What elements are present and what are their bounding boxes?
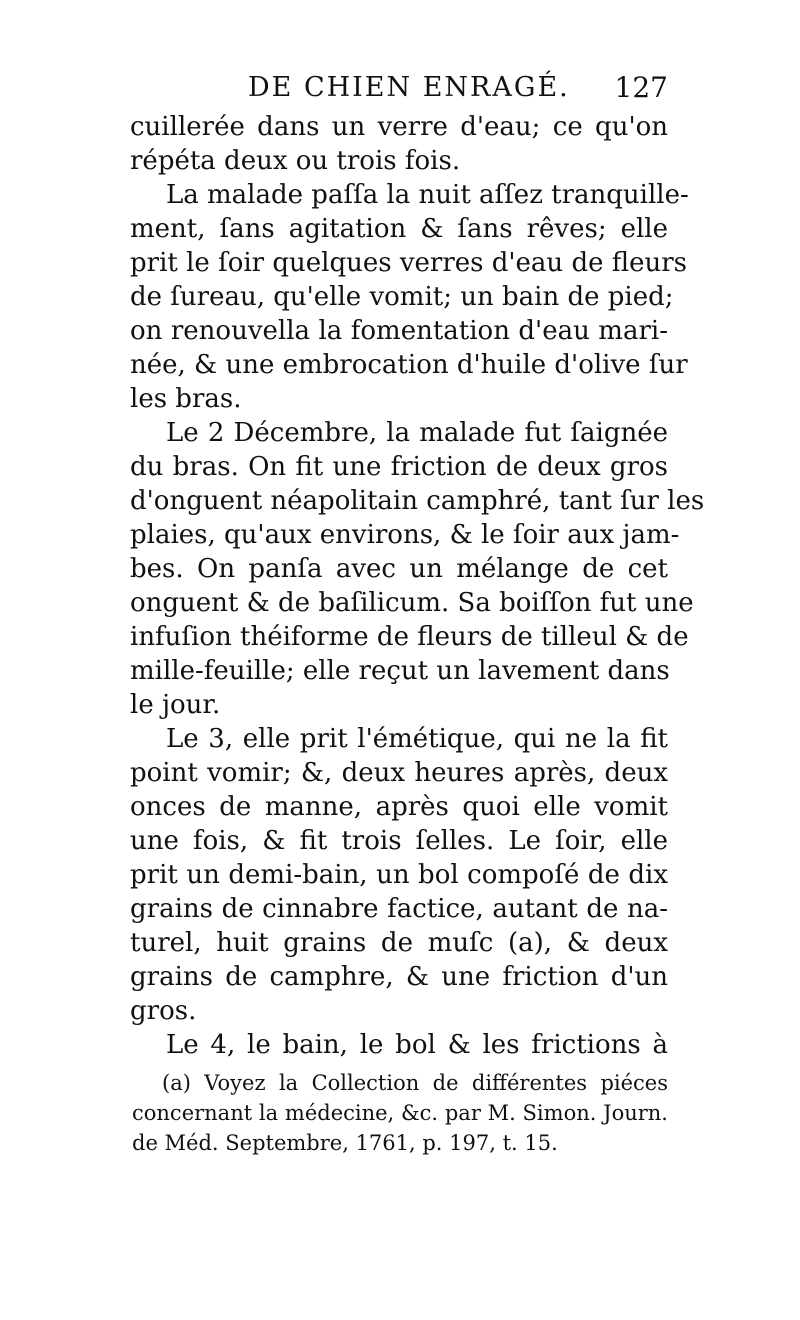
text-line: bes. On panſa avec un mélange de cet: [130, 554, 668, 584]
text-line: prit le ſoir quelques verres d'eau de fleurs: [130, 248, 687, 278]
footnote-line: de Méd. Septembre, 1761, p. 197, t. 15.: [132, 1131, 558, 1155]
text-line: ment, ſans agitation & ſans rêves; elle: [130, 214, 668, 244]
text-line: du bras. On fit une friction de deux gros: [130, 452, 668, 482]
text-line: d'onguent néapolitain camphré, tant ſur les: [130, 486, 705, 516]
text-line: répéta deux ou trois fois.: [130, 146, 461, 176]
page-number: 127: [614, 71, 668, 104]
footnote-line: concernant la médecine, &c. par M. Simon. Journ.: [132, 1101, 668, 1125]
running-head: DE CHIEN ENRAGÉ.: [248, 72, 570, 103]
text-line: Le 4, le bain, le bol & les frictions à: [166, 1030, 668, 1060]
text-line: on renouvella la fomentation d'eau mari-: [130, 316, 668, 346]
text-line: plaies, qu'aux environs, & le ſoir aux jam-: [130, 520, 680, 550]
text-line: mille-feuille; elle reçut un lavement dans: [130, 656, 670, 686]
text-line: gros.: [130, 996, 197, 1026]
text-line: turel, huit grains de muſc (a), & deux: [130, 928, 668, 958]
body-text: [130, 110, 705, 1062]
text-line: née, & une embrocation d'huile d'olive ſur: [130, 350, 688, 380]
text-line: point vomir; &, deux heures après, deux: [130, 758, 668, 788]
text-line: prit un demi-bain, un bol compoſé de dix: [130, 860, 668, 890]
text-line: une fois, & fit trois ſelles. Le ſoir, elle: [130, 826, 668, 856]
text-line: onguent & de baſilicum. Sa boiſſon fut une: [130, 588, 694, 618]
footnote-line: (a) Voyez la Collection de différentes piéces: [162, 1071, 668, 1095]
text-line: de ſureau, qu'elle vomit; un bain de pied;: [130, 282, 674, 312]
text-line: onces de manne, après quoi elle vomit: [130, 792, 668, 822]
text-line: infuſion théiforme de fleurs de tilleul & de: [130, 622, 689, 652]
text-line: cuillerée dans un verre d'eau; ce qu'on: [130, 112, 668, 142]
footnote: [132, 1068, 668, 1158]
text-line: grains de cinnabre factice, autant de na-: [130, 894, 668, 924]
text-line: grains de camphre, & une friction d'un: [130, 962, 668, 992]
text-line: le jour.: [130, 690, 221, 720]
page-header: [130, 70, 668, 110]
text-line: les bras.: [130, 384, 242, 414]
text-line: La malade paſſa la nuit aſſez tranquille-: [166, 180, 689, 210]
text-line: Le 2 Décembre, la malade fut ſaignée: [166, 418, 668, 448]
text-line: Le 3, elle prit l'émétique, qui ne la fit: [166, 724, 668, 754]
